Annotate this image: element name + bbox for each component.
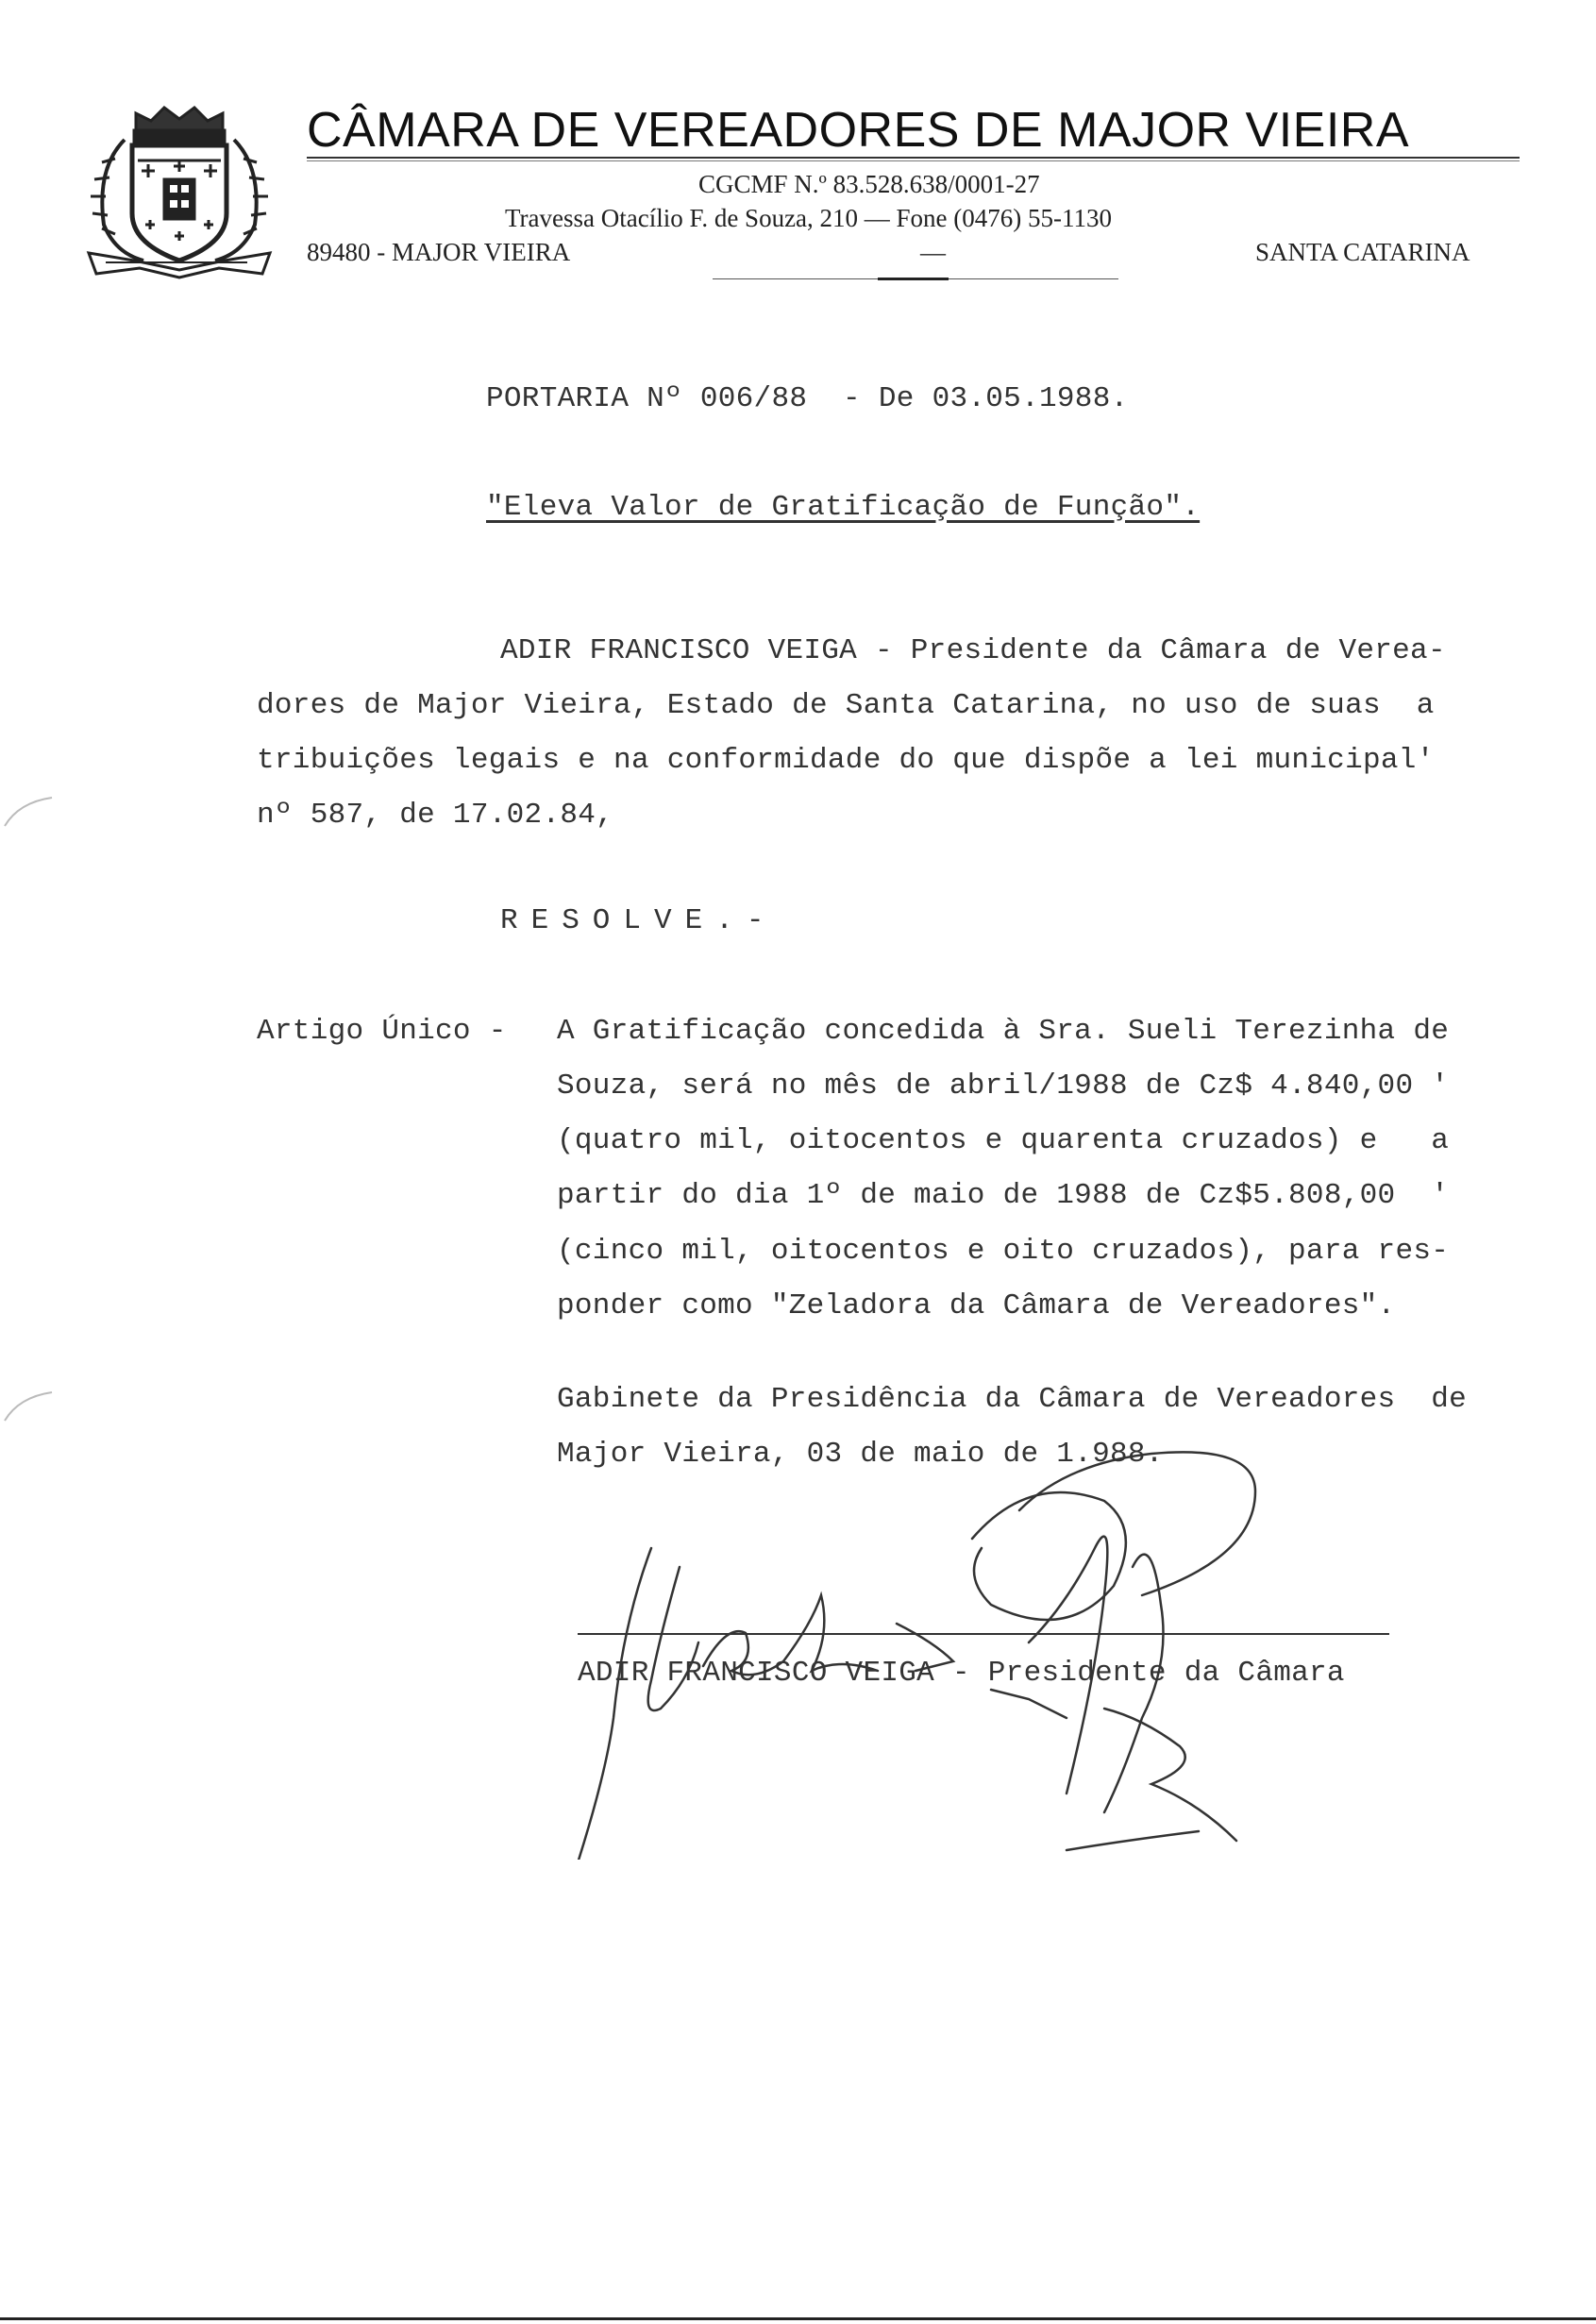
scan-mark: [0, 793, 57, 831]
article-line: A Gratificação concedida à Sra. Sueli Terezinha de: [557, 1015, 1450, 1048]
article-label: Artigo Único -: [257, 1015, 507, 1048]
letterhead-dash: —: [920, 238, 946, 266]
portaria-number: PORTARIA Nº 006/88 - De 03.05.1988.: [486, 382, 1129, 415]
preamble-line: dores de Major Vieira, Estado de Santa Catarina, no uso de suas a: [257, 689, 1435, 722]
letterhead-divider-thin: [307, 160, 1520, 161]
signatory-name: ADIR FRANCISCO VEIGA - Presidente da Câmara: [578, 1657, 1345, 1690]
scan-bottom-edge: [0, 2317, 1596, 2320]
article-line: (quatro mil, oitocentos e quarenta cruzados) e a: [557, 1124, 1450, 1157]
letterhead-title: CÂMARA DE VEREADORES DE MAJOR VIEIRA: [307, 103, 1410, 158]
article-line: ponder como "Zeladora da Câmara de Vereadores".: [557, 1289, 1396, 1322]
closing-line: Major Vieira, 03 de maio de 1.988.: [557, 1438, 1164, 1471]
article-line: (cinco mil, oitocentos e oito cruzados), para res-: [557, 1235, 1450, 1268]
letterhead-city: 89480 - MAJOR VIEIRA: [307, 238, 571, 266]
letterhead-divider: [307, 157, 1520, 159]
letterhead-cgcmf: CGCMF N.º 83.528.638/0001-27: [698, 170, 1040, 198]
letterhead-underline-accent: [878, 278, 949, 280]
letterhead-address: Travessa Otacílio F. de Souza, 210 — Fone (0476) 55-1130: [505, 204, 1113, 232]
closing-line: Gabinete da Presidência da Câmara de Vereadores de: [557, 1383, 1468, 1416]
article-line: Souza, será no mês de abril/1988 de Cz$ 4.840,00 ': [557, 1069, 1450, 1103]
preamble-line: nº 587, de 17.02.84,: [257, 799, 614, 832]
letterhead-state: SANTA CATARINA: [1255, 238, 1470, 266]
article-line: partir do dia 1º de maio de 1988 de Cz$5.808,00 ': [557, 1179, 1450, 1212]
handwritten-signature: [538, 1435, 1331, 1860]
resolve-heading: RESOLVE.-: [500, 904, 778, 937]
coat-of-arms-icon: [77, 102, 280, 281]
preamble-line: tribuições legais e na conformidade do que dispõe a lei municipal': [257, 744, 1435, 777]
preamble-line: ADIR FRANCISCO VEIGA - Presidente da Câmara de Verea-: [500, 634, 1446, 667]
portaria-ementa: "Eleva Valor de Gratificação de Função".: [486, 491, 1201, 524]
scan-mark: [0, 1388, 57, 1425]
